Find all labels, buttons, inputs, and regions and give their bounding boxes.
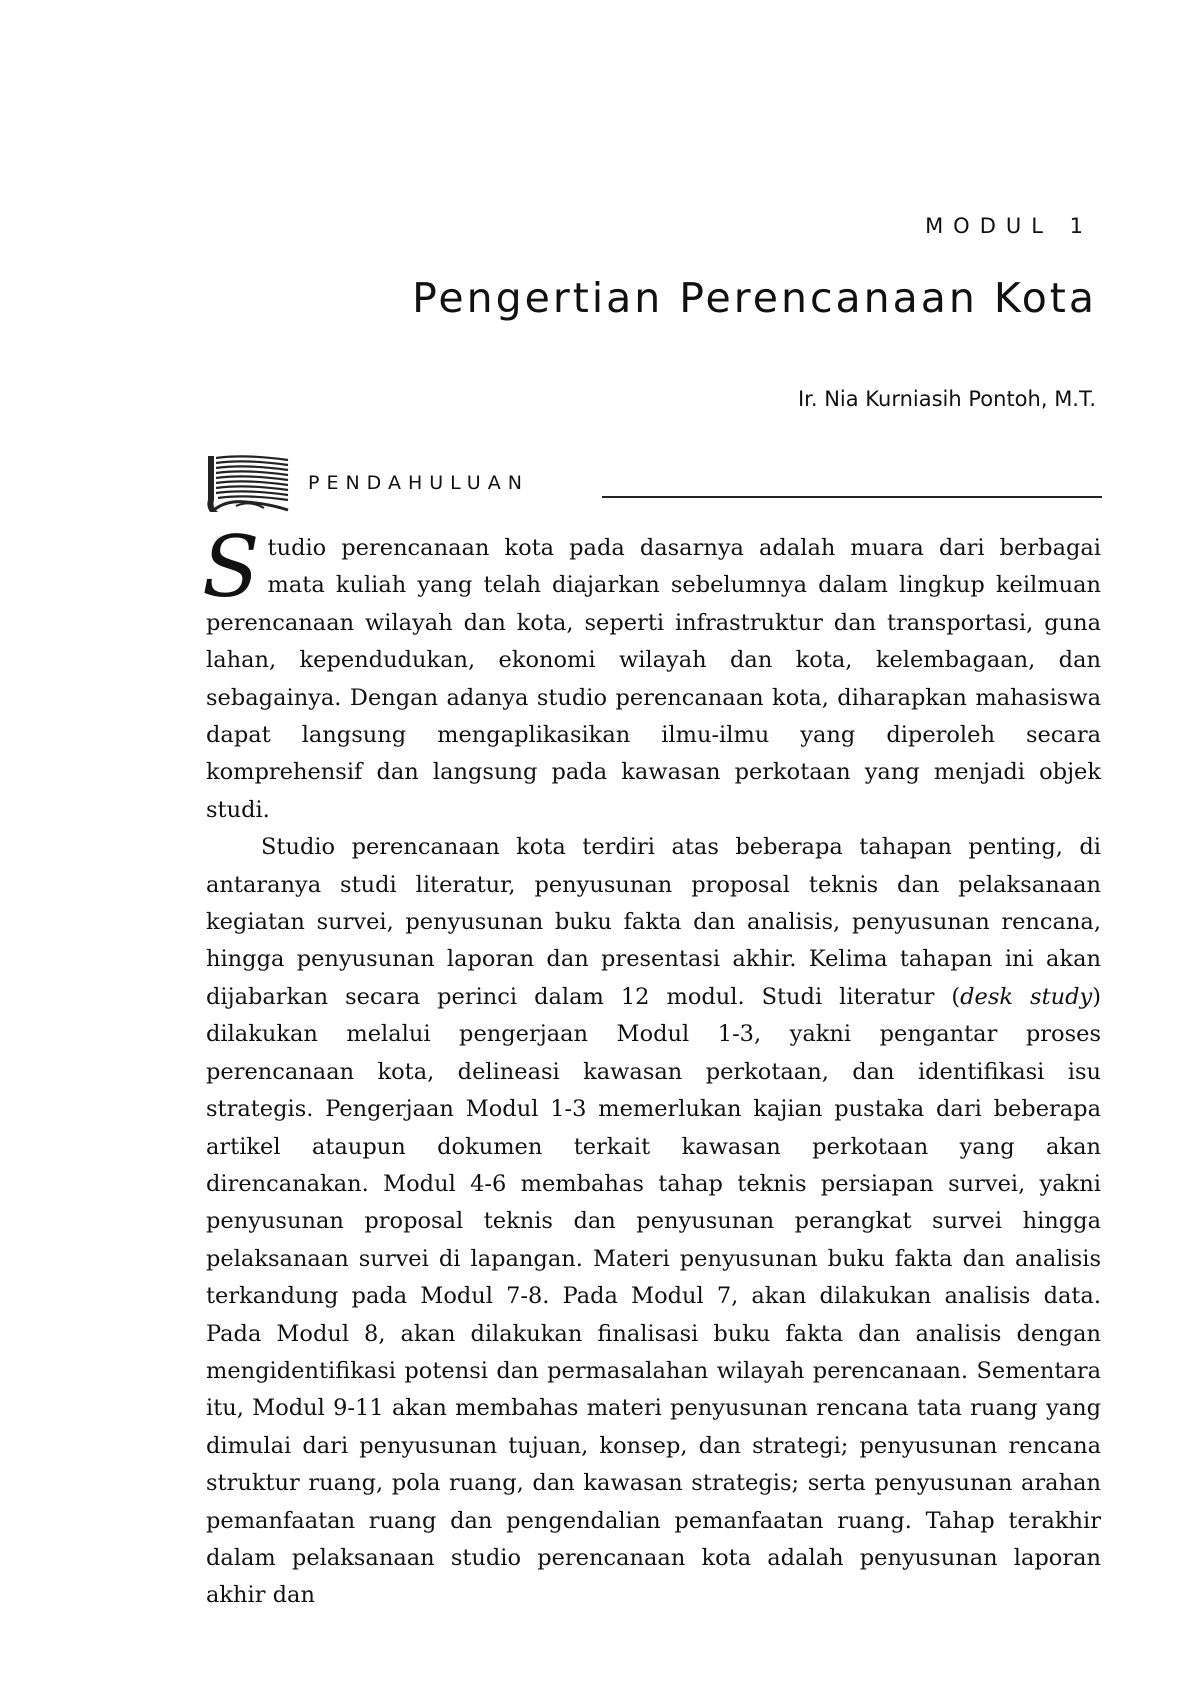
author-name: Ir. Nia Kurniasih Pontoh, M.T. (797, 387, 1096, 411)
paragraph-text: ) dilakukan melalui pengerjaan Modul 1-3, yakni pengantar proses perencanaan kota, delineasi kawasan perkotaan, dan identifikasi isu strategis. Pengerjaan Modul 1-3 memerlukan kajian pustaka dari beberapa artikel ataupun dokumen terkait kawasan perkotaan yang akan direncanakan. Modul 4-6 membahas tahap teknis persiapan survei, yakni penyusunan proposal teknis dan penyusunan perangkat survei hingga pelaksanaan survei di lapangan. Materi penyusunan buku fakta dan analisis terkandung pada Modul 7-8. Pada Modul 7, akan dilakukan analisis data. Pada Modul 8, akan dilakukan finalisasi buku fakta dan analisis dengan mengidentifikasi potensi dan permasalahan wilayah perencanaan. Sementara itu, Modul 9-11 akan membahas materi penyusunan rencana tata ruang yang dimulai dari penyusunan tujuan, konsep, dan strategi; penyusunan rencana struktur ruang, pola ruang, dan kawasan strategis; serta penyusunan arahan pemanfaatan ruang dan pengendalian pemanfaatan ruang. Tahap terakhir dalam pelaksanaan studio perencanaan kota adalah penyusunan laporan akhir dan (206, 983, 1101, 1609)
section-title: PENDAHULUAN (308, 472, 529, 494)
section-header (206, 454, 1102, 514)
section-divider (602, 496, 1102, 498)
module-label: MODUL 1 (925, 214, 1093, 238)
paragraph (206, 829, 1101, 1615)
body-text (202, 518, 1101, 1615)
page-title: Pengertian Perencanaan Kota (412, 274, 1097, 322)
paragraph-text: Studio perencanaan kota terdiri atas beberapa tahapan penting, di antaranya studi literatur, penyusunan proposal teknis dan pelaksanaan kegiatan survei, penyusunan buku fakta dan analisis, penyusunan rencana, hingga penyusunan laporan dan presentasi akhir. Kelima tahapan ini akan dijabarkan secara perinci dalam 12 modul. Studi literatur ( (206, 834, 1101, 1010)
emphasis-text: desk study (960, 983, 1093, 1010)
paragraph (202, 518, 1101, 829)
paragraph-text: tudio perencanaan kota pada dasarnya adalah muara dari berbagai mata kuliah yang telah diajarkan sebelumnya dalam lingkup keilmuan perencanaan wilayah dan kota, seperti infrastruktur dan transportasi, guna lahan, kependudukan, ekonomi wilayah dan kota, kelembagaan, dan sebagainya. Dengan adanya studio perencanaan kota, diharapkan mahasiswa dapat langsung mengaplikasikan ilmu-ilmu yang diperoleh secara komprehensif dan langsung pada kawasan perkotaan yang menjadi objek studi. (206, 535, 1101, 823)
open-book-icon (206, 454, 290, 514)
drop-cap: S (202, 518, 260, 616)
